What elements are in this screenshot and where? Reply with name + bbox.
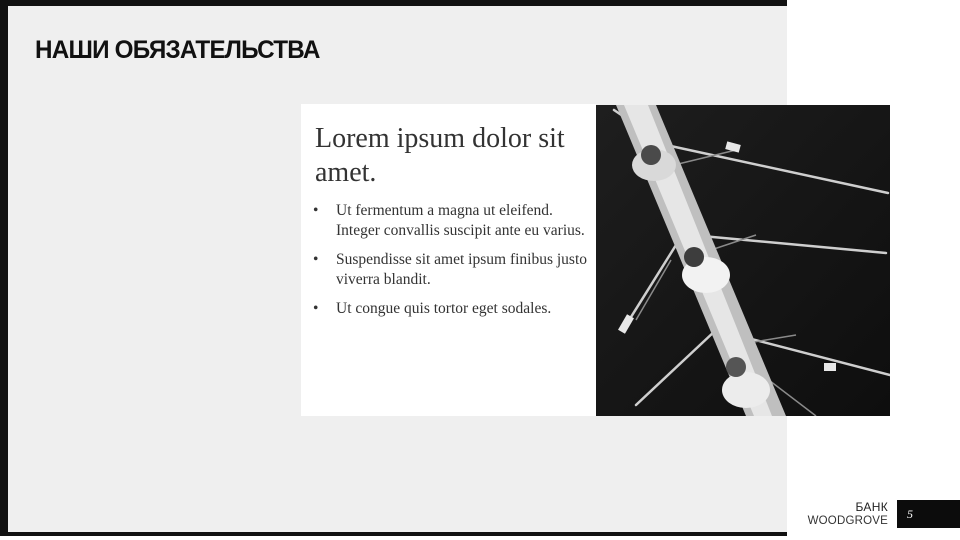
logo-line-2: WOODGROVE xyxy=(807,515,888,527)
bullet-list xyxy=(311,201,596,329)
bullet-icon: • xyxy=(313,251,319,268)
bullet-item[interactable] xyxy=(311,299,596,319)
bullet-text: Ut fermentum a magna ut eleifend. Integer convallis suscipit ante eu varius. xyxy=(336,202,585,239)
slide-title[interactable]: НАШИ ОБЯЗАТЕЛЬСТВА xyxy=(35,36,320,64)
bullet-icon: • xyxy=(313,300,319,317)
bullet-item[interactable] xyxy=(311,250,596,289)
text-card[interactable] xyxy=(301,104,596,416)
bullet-text: Ut congue quis tortor eget sodales. xyxy=(336,300,552,317)
bullet-text: Suspendisse sit amet ipsum finibus justo viverra blandit. xyxy=(336,251,588,288)
card-heading[interactable]: Lorem ipsum dolor sit amet. xyxy=(315,123,565,188)
bullet-item[interactable] xyxy=(311,201,596,240)
bank-logo[interactable] xyxy=(808,500,888,528)
logo-line-1: БАНК xyxy=(855,500,888,514)
page-number: 5 xyxy=(897,500,960,528)
rowing-photo[interactable] xyxy=(596,105,890,416)
bullet-icon: • xyxy=(313,202,319,219)
rowing-photo-icon xyxy=(596,105,890,416)
